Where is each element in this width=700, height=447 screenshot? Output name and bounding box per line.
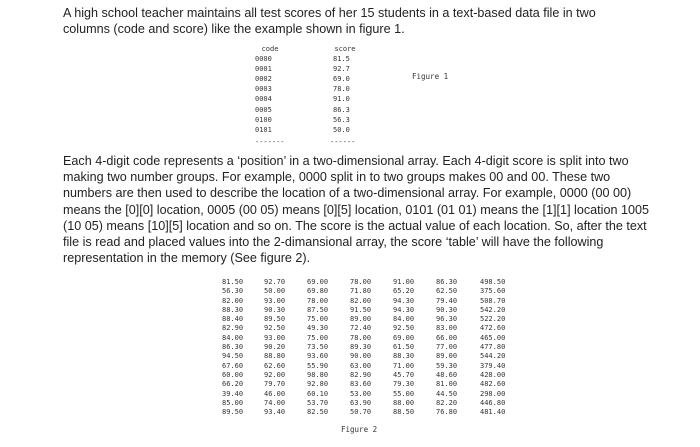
score-value-cell: 62.50 xyxy=(436,287,458,296)
score-cell: 91.0 xyxy=(333,95,350,104)
score-cell: 92.7 xyxy=(333,65,350,74)
score-value-cell: 61.50 xyxy=(393,343,415,352)
score-value-cell: 92.80 xyxy=(307,380,329,389)
score-value-cell: 93.40 xyxy=(264,408,286,417)
row-total-cell: 508.70 xyxy=(480,296,506,305)
score-value-cell: 88.30 xyxy=(393,352,415,361)
score-value-cell: 82.90 xyxy=(222,324,244,333)
score-value-cell: 81.50 xyxy=(222,278,244,286)
score-cell: 69.0 xyxy=(333,75,350,84)
score-value-cell: 69.00 xyxy=(393,333,415,342)
score-value-cell: 65.20 xyxy=(393,287,415,296)
score-value-cell: 90.30 xyxy=(264,305,286,314)
score-value-cell: 75.00 xyxy=(307,333,329,342)
score-value-cell: 46.00 xyxy=(264,389,286,398)
row-total-cell: 428.00 xyxy=(480,370,506,379)
code-cell: 0002 xyxy=(255,75,272,84)
score-value-cell: 78.00 xyxy=(307,296,329,305)
score-value-cell: 60.10 xyxy=(307,389,329,398)
score-value-cell: 49.30 xyxy=(307,324,329,333)
row-total-cell: 481.40 xyxy=(480,408,506,417)
score-value-cell: 88.00 xyxy=(393,398,415,407)
score-column xyxy=(330,44,360,135)
row-total-cell: 379.40 xyxy=(480,361,506,370)
row-total-cell: 446.80 xyxy=(480,398,506,407)
code-cell: 0000 xyxy=(255,55,272,64)
explanation-paragraph: Each 4-digit code represents a ‘position’ in a two-dimensional array. Each 4-digit score is split into two making two number groups. For example, 0000 split in to two groups makes 00 and 00. These two numbers are then used to describe the location of a two-dimensional array. For example, 0000 (00 00) means the [0][0] location, 0005 (00 05) means [0][5] location, 0101 (01 01) means the [1][1] location 1005 (10 05) means [10][5] location and so on. The score is the actual value of each location. So, after the text file is read and placed values into the 2-dimansional array, the score ‘table’ will have the following representation in the memory (See figure 2). xyxy=(63,154,649,266)
row-total-cell: 477.80 xyxy=(480,343,506,352)
score-value-cell: 87.50 xyxy=(307,305,329,314)
score-value-cell: 93.60 xyxy=(307,352,329,361)
score-value-cell: 53.70 xyxy=(307,398,329,407)
score-value-cell: 82.00 xyxy=(350,296,372,305)
score-value-cell: 66.20 xyxy=(222,380,244,389)
code-cell: 0001 xyxy=(255,65,272,74)
score-value-cell: 63.00 xyxy=(350,361,372,370)
score-value-cell: 39.40 xyxy=(222,389,244,398)
score-value-cell: 90.20 xyxy=(264,343,286,352)
score-value-cell: 53.00 xyxy=(350,389,372,398)
score-value-cell: 45.70 xyxy=(393,370,415,379)
code-column xyxy=(255,44,285,135)
score-value-cell: 79.40 xyxy=(436,296,458,305)
intro-paragraph: A high school teacher maintains all test scores of her 15 students in a text-based data file in two columns (code and score) like the example shown in figure 1. xyxy=(63,6,596,37)
score-value-cell: 82.00 xyxy=(222,296,244,305)
score-value-cell: 50.00 xyxy=(264,287,286,296)
row-total-cell: 482.60 xyxy=(480,380,506,389)
score-value-cell: 48.60 xyxy=(436,370,458,379)
row-total-cell: 522.20 xyxy=(480,315,506,324)
score-value-cell: 66.00 xyxy=(436,333,458,342)
score-value-cell: 90.00 xyxy=(350,352,372,361)
code-cell: 0003 xyxy=(255,85,272,94)
score-value-cell: 86.30 xyxy=(436,278,458,286)
score-value-cell: 92.50 xyxy=(264,324,286,333)
score-value-cell: 74.00 xyxy=(264,398,286,407)
score-value-cell: 93.00 xyxy=(264,333,286,342)
row-total-cell: 498.50 xyxy=(480,278,506,286)
score-value-cell: 75.00 xyxy=(307,315,329,324)
score-value-cell: 88.50 xyxy=(393,408,415,417)
score-value-cell: 55.90 xyxy=(307,361,329,370)
score-value-cell: 85.00 xyxy=(222,398,244,407)
row-total-cell: 465.00 xyxy=(480,333,506,342)
score-value-cell: 89.00 xyxy=(436,352,458,361)
score-value-cell: 56.30 xyxy=(222,287,244,296)
score-value-cell: 82.90 xyxy=(350,370,372,379)
score-value-cell: 76.80 xyxy=(436,408,458,417)
score-value-cell: 78.00 xyxy=(350,278,372,286)
row-total-cell: 472.60 xyxy=(480,324,506,333)
code-cell: 0004 xyxy=(255,95,272,104)
score-value-cell: 84.00 xyxy=(393,315,415,324)
code-cell: 0005 xyxy=(255,105,272,114)
row-total-cell: 298.00 xyxy=(480,389,506,398)
score-value-cell: 94.30 xyxy=(393,296,415,305)
score-value-cell: 50.70 xyxy=(350,408,372,417)
score-value-cell: 89.50 xyxy=(264,315,286,324)
score-value-cell: 89.50 xyxy=(222,408,244,417)
score-value-cell: 79.70 xyxy=(264,380,286,389)
score-cell: 81.5 xyxy=(333,55,350,64)
score-value-cell: 98.80 xyxy=(307,370,329,379)
score-value-cell: 78.00 xyxy=(350,333,372,342)
row-total-cell: 544.20 xyxy=(480,352,506,361)
code-header: code xyxy=(261,45,279,53)
score-value-cell: 71.80 xyxy=(350,287,372,296)
score-value-cell: 72.40 xyxy=(350,324,372,333)
score-value-cell: 91.00 xyxy=(393,278,415,286)
score-value-cell: 79.30 xyxy=(393,380,415,389)
score-value-cell: 88.40 xyxy=(222,315,244,324)
score-value-cell: 69.00 xyxy=(307,278,329,286)
code-cell: 0101 xyxy=(255,125,272,134)
score-value-cell: 55.00 xyxy=(393,389,415,398)
score-cell: 50.0 xyxy=(333,125,350,134)
row-total-cell: 542.20 xyxy=(480,305,506,314)
score-value-cell: 86.30 xyxy=(222,343,244,352)
score-value-cell: 77.00 xyxy=(436,343,458,352)
score-value-cell: 88.80 xyxy=(264,352,286,361)
score-value-cell: 60.00 xyxy=(222,370,244,379)
score-value-cell: 92.50 xyxy=(393,324,415,333)
score-cell: 86.3 xyxy=(333,105,350,114)
score-value-cell: 44.50 xyxy=(436,389,458,398)
score-value-cell: 71.00 xyxy=(393,361,415,370)
score-value-cell: 94.30 xyxy=(393,305,415,314)
score-dashes: ------ xyxy=(330,138,356,146)
score-value-cell: 93.00 xyxy=(264,296,286,305)
score-value-cell: 83.60 xyxy=(350,380,372,389)
score-value-cell: 67.60 xyxy=(222,361,244,370)
score-value-cell: 92.00 xyxy=(264,370,286,379)
score-value-cell: 88.30 xyxy=(222,305,244,314)
score-value-cell: 62.60 xyxy=(264,361,286,370)
score-value-cell: 81.00 xyxy=(436,380,458,389)
score-value-cell: 94.50 xyxy=(222,352,244,361)
row-total-cell: 375.60 xyxy=(480,287,506,296)
score-cell: 56.3 xyxy=(333,115,350,124)
score-value-cell: 89.30 xyxy=(350,343,372,352)
score-header: score xyxy=(334,45,356,53)
figure-1-caption: Figure 1 xyxy=(412,72,449,81)
score-value-cell: 90.30 xyxy=(436,305,458,314)
score-cell: 78.0 xyxy=(333,85,350,94)
score-value-cell: 73.50 xyxy=(307,343,329,352)
score-value-cell: 82.50 xyxy=(307,408,329,417)
code-dashes: ------- xyxy=(255,138,285,146)
score-value-cell: 92.70 xyxy=(264,278,286,286)
score-value-cell: 59.30 xyxy=(436,361,458,370)
score-value-cell: 83.00 xyxy=(436,324,458,333)
score-value-cell: 84.00 xyxy=(222,333,244,342)
score-value-cell: 63.90 xyxy=(350,398,372,407)
code-cell: 0100 xyxy=(255,115,272,124)
score-value-cell: 89.00 xyxy=(350,315,372,324)
score-value-cell: 91.50 xyxy=(350,305,372,314)
score-value-cell: 69.80 xyxy=(307,287,329,296)
score-value-cell: 96.30 xyxy=(436,315,458,324)
score-value-cell: 82.20 xyxy=(436,398,458,407)
figure-2-caption: Figure 2 xyxy=(341,425,378,434)
